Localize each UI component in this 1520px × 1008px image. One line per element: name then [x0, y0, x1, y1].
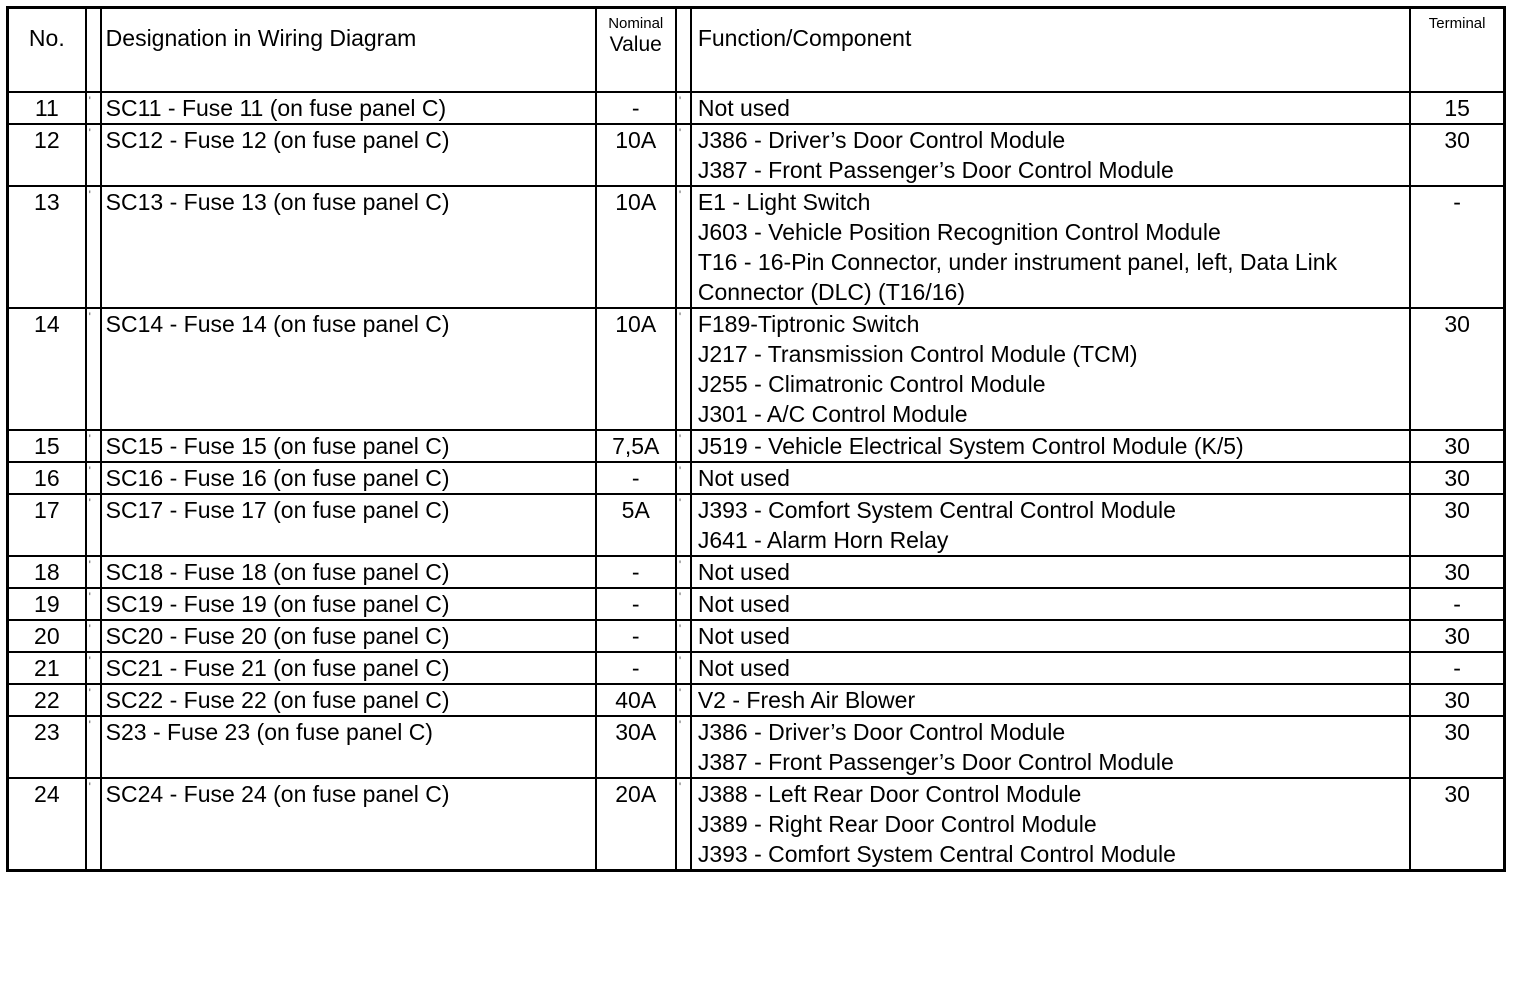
header-spacer — [676, 8, 691, 93]
function-line: Not used — [697, 623, 790, 649]
row-spacer — [86, 652, 101, 684]
function-line: Not used — [697, 655, 790, 681]
header-row — [8, 8, 1505, 93]
function-line: Not used — [697, 95, 790, 121]
fuse-designation: SC14 - Fuse 14 (on fuse panel C) — [101, 308, 596, 430]
nominal-value: - — [596, 620, 676, 652]
terminal-value: 30 — [1410, 494, 1504, 556]
function-line: J393 - Comfort System Central Control Module — [697, 841, 1176, 867]
row-spacer — [86, 556, 101, 588]
fuse-designation: SC24 - Fuse 24 (on fuse panel C) — [101, 778, 596, 871]
table-row — [8, 430, 1505, 462]
header-spacer — [86, 8, 101, 93]
row-spacer — [676, 308, 691, 430]
fuse-number: 18 — [8, 556, 86, 588]
row-spacer — [86, 778, 101, 871]
table-row — [8, 778, 1505, 871]
nominal-value: 10A — [596, 124, 676, 186]
header-no: No. — [8, 8, 86, 93]
function-line: J386 - Driver’s Door Control Module — [697, 719, 1066, 745]
row-spacer — [86, 92, 101, 124]
row-spacer — [676, 556, 691, 588]
fuse-number: 14 — [8, 308, 86, 430]
table-row — [8, 308, 1505, 430]
row-spacer — [86, 124, 101, 186]
header-terminal — [1410, 8, 1504, 93]
nominal-value: 5A — [596, 494, 676, 556]
function-line: J255 - Climatronic Control Module — [697, 371, 1046, 397]
row-spacer — [676, 430, 691, 462]
row-spacer — [676, 778, 691, 871]
fuse-number: 12 — [8, 124, 86, 186]
function-component — [691, 588, 1410, 620]
row-spacer — [86, 620, 101, 652]
table-row — [8, 684, 1505, 716]
function-line: T16 - 16-Pin Connector, under instrument panel, left, Data Link Connector (DLC) (T16/16) — [697, 249, 1338, 305]
function-line: J519 - Vehicle Electrical System Control Module (K/5) — [697, 433, 1244, 459]
fuse-designation: SC22 - Fuse 22 (on fuse panel C) — [101, 684, 596, 716]
nominal-value: 30A — [596, 716, 676, 778]
terminal-value: 30 — [1410, 684, 1504, 716]
row-spacer — [676, 494, 691, 556]
fuse-number: 24 — [8, 778, 86, 871]
row-spacer — [676, 588, 691, 620]
terminal-value: 30 — [1410, 556, 1504, 588]
row-spacer — [86, 186, 101, 308]
function-component — [691, 716, 1410, 778]
row-spacer — [86, 716, 101, 778]
fuse-designation: SC11 - Fuse 11 (on fuse panel C) — [101, 92, 596, 124]
row-spacer — [86, 308, 101, 430]
fuse-number: 16 — [8, 462, 86, 494]
fuse-number: 21 — [8, 652, 86, 684]
row-spacer — [676, 124, 691, 186]
terminal-value: 30 — [1410, 124, 1504, 186]
nominal-value: - — [596, 588, 676, 620]
function-line: J389 - Right Rear Door Control Module — [697, 811, 1097, 837]
row-spacer — [676, 462, 691, 494]
table-row — [8, 620, 1505, 652]
row-spacer — [86, 494, 101, 556]
terminal-value: 30 — [1410, 778, 1504, 871]
function-line: V2 - Fresh Air Blower — [697, 687, 916, 713]
fuse-number: 22 — [8, 684, 86, 716]
fuse-designation: SC19 - Fuse 19 (on fuse panel C) — [101, 588, 596, 620]
nominal-value: 10A — [596, 308, 676, 430]
function-line: J217 - Transmission Control Module (TCM) — [697, 341, 1138, 367]
nominal-value: 10A — [596, 186, 676, 308]
row-spacer — [676, 652, 691, 684]
fuse-number: 23 — [8, 716, 86, 778]
terminal-value: - — [1410, 186, 1504, 308]
terminal-value: 30 — [1410, 308, 1504, 430]
fuse-number: 11 — [8, 92, 86, 124]
nominal-value: - — [596, 462, 676, 494]
nominal-value: 20A — [596, 778, 676, 871]
table-row — [8, 124, 1505, 186]
function-component — [691, 462, 1410, 494]
header-designation: Designation in Wiring Diagram — [101, 8, 596, 93]
header-nominal-bottom: Value — [609, 33, 662, 56]
row-spacer — [676, 186, 691, 308]
table-row — [8, 556, 1505, 588]
terminal-value: - — [1410, 652, 1504, 684]
fuse-designation: S23 - Fuse 23 (on fuse panel C) — [101, 716, 596, 778]
row-spacer — [86, 588, 101, 620]
function-line: F189-Tiptronic Switch — [697, 311, 920, 337]
function-line: Not used — [697, 559, 790, 585]
header-terminal-label: Terminal — [1428, 15, 1486, 32]
function-line: J387 - Front Passenger’s Door Control Module — [697, 157, 1174, 183]
function-component — [691, 92, 1410, 124]
header-nominal-value — [596, 8, 676, 93]
row-spacer — [676, 620, 691, 652]
function-line: J603 - Vehicle Position Recognition Control Module — [697, 219, 1221, 245]
function-line: J641 - Alarm Horn Relay — [697, 527, 949, 553]
function-component — [691, 778, 1410, 871]
nominal-value: - — [596, 556, 676, 588]
table-row — [8, 652, 1505, 684]
nominal-value: 40A — [596, 684, 676, 716]
terminal-value: 30 — [1410, 462, 1504, 494]
terminal-value: 30 — [1410, 620, 1504, 652]
function-line: J388 - Left Rear Door Control Module — [697, 781, 1082, 807]
fuse-table — [6, 6, 1506, 872]
function-line: J393 - Comfort System Central Control Module — [697, 497, 1176, 523]
function-component — [691, 494, 1410, 556]
function-component — [691, 684, 1410, 716]
function-line: J301 - A/C Control Module — [697, 401, 968, 427]
function-line: E1 - Light Switch — [697, 189, 871, 215]
terminal-value: 15 — [1410, 92, 1504, 124]
fuse-number: 19 — [8, 588, 86, 620]
row-spacer — [86, 462, 101, 494]
fuse-designation: SC20 - Fuse 20 (on fuse panel C) — [101, 620, 596, 652]
row-spacer — [676, 716, 691, 778]
function-component — [691, 430, 1410, 462]
fuse-designation: SC13 - Fuse 13 (on fuse panel C) — [101, 186, 596, 308]
table-row — [8, 186, 1505, 308]
function-line: Not used — [697, 465, 790, 491]
nominal-value: - — [596, 652, 676, 684]
fuse-number: 13 — [8, 186, 86, 308]
header-function: Function/Component — [691, 8, 1410, 93]
terminal-value: 30 — [1410, 716, 1504, 778]
table-row — [8, 92, 1505, 124]
row-spacer — [86, 430, 101, 462]
fuse-designation: SC15 - Fuse 15 (on fuse panel C) — [101, 430, 596, 462]
fuse-number: 17 — [8, 494, 86, 556]
function-component — [691, 186, 1410, 308]
row-spacer — [676, 684, 691, 716]
fuse-number: 20 — [8, 620, 86, 652]
function-component — [691, 652, 1410, 684]
table-row — [8, 494, 1505, 556]
row-spacer — [676, 92, 691, 124]
function-component — [691, 620, 1410, 652]
fuse-designation: SC21 - Fuse 21 (on fuse panel C) — [101, 652, 596, 684]
nominal-value: 7,5A — [596, 430, 676, 462]
function-component — [691, 308, 1410, 430]
table-row — [8, 462, 1505, 494]
fuse-number: 15 — [8, 430, 86, 462]
nominal-value: - — [596, 92, 676, 124]
function-line: Not used — [697, 591, 790, 617]
function-line: J386 - Driver’s Door Control Module — [697, 127, 1066, 153]
fuse-designation: SC12 - Fuse 12 (on fuse panel C) — [101, 124, 596, 186]
header-nominal-top: Nominal — [608, 15, 664, 32]
function-component — [691, 556, 1410, 588]
fuse-designation: SC17 - Fuse 17 (on fuse panel C) — [101, 494, 596, 556]
function-component — [691, 124, 1410, 186]
terminal-value: - — [1410, 588, 1504, 620]
fuse-designation: SC16 - Fuse 16 (on fuse panel C) — [101, 462, 596, 494]
function-line: J387 - Front Passenger’s Door Control Module — [697, 749, 1174, 775]
table-row — [8, 716, 1505, 778]
table-row — [8, 588, 1505, 620]
terminal-value: 30 — [1410, 430, 1504, 462]
row-spacer — [86, 684, 101, 716]
fuse-table-body — [8, 92, 1505, 871]
fuse-designation: SC18 - Fuse 18 (on fuse panel C) — [101, 556, 596, 588]
